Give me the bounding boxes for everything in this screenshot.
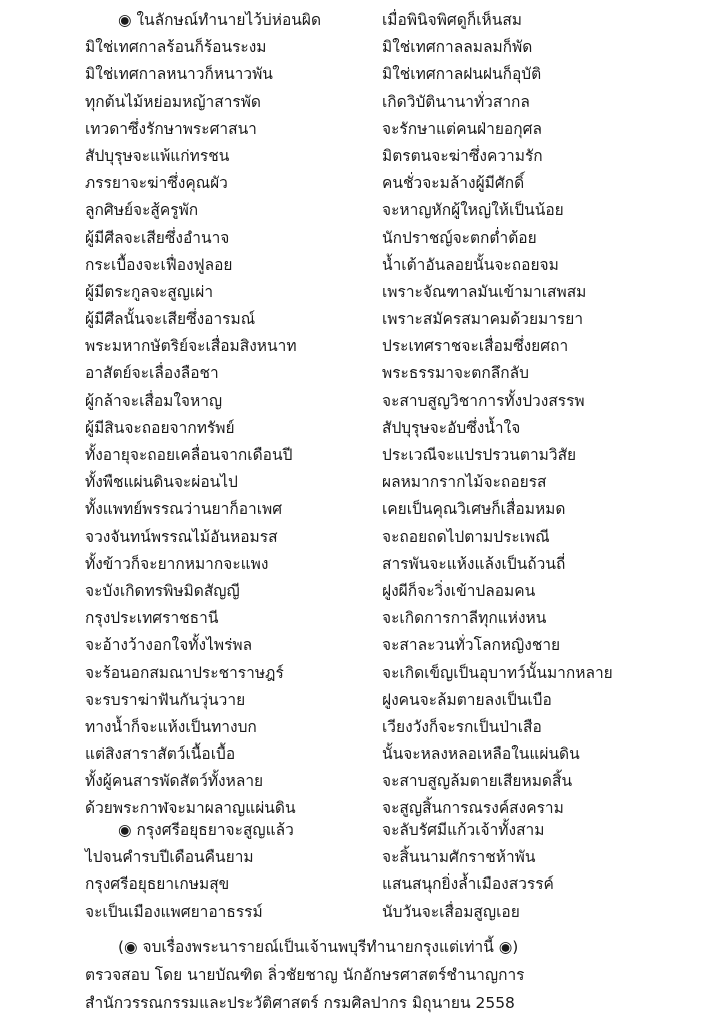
- verse-first-half: ลูกศิษย์จะสู้ครูพัก: [85, 201, 199, 220]
- verse-line: [0, 252, 720, 279]
- verse-line: [0, 225, 720, 252]
- verse-second-half: จะเกิดเข็ญเป็นอุบาทว์นั้นมากหลาย: [382, 663, 613, 682]
- verse-line: [0, 333, 720, 360]
- verse-second-half: จะสิ้นนามศักราชห้าพัน: [382, 848, 536, 867]
- verse-second-half: ประเทศราชจะเสื่อมซึ่งยศถา: [382, 337, 569, 356]
- verse-line: [0, 714, 720, 741]
- verse-line: [0, 844, 720, 871]
- verse-line: [0, 116, 720, 143]
- verse-first-half: กระเบื้องจะเฟื่องฟูลอย: [85, 255, 233, 274]
- verse-second-half: นับวันจะเสื่อมสูญเอย: [382, 902, 520, 921]
- verse-second-half: เคยเป็นคุณวิเศษก็เสื่อมหมด: [382, 500, 566, 519]
- verse-line: [0, 306, 720, 333]
- verse-line: [0, 7, 720, 34]
- verse-line: [0, 143, 720, 170]
- verse-first-half: กรุงประเทศราชธานี: [85, 609, 219, 628]
- verse-first-half: ไปจนคำรบปีเดือนคืนยาม: [85, 848, 254, 867]
- verse-first-half: จะอ้างว้างอกใจทั้งไพร่พล: [85, 636, 253, 655]
- verse-line: [0, 496, 720, 523]
- verse-first-half: ทั้งผู้คนสารพัดสัตว์ทั้งหลาย: [85, 772, 264, 791]
- verse-first-half: ทั้งแพทย์พรรณว่านยาก็อาเพศ: [85, 500, 283, 519]
- verse-second-half: จะเกิดการกาลีทุกแห่งหน: [382, 609, 547, 628]
- verse-first-half: ด้วยพระกาฬจะมาผลาญแผ่นดิน: [85, 799, 296, 818]
- verse-first-half: จวงจันทน์พรรณไม้อันหอมรส: [85, 527, 278, 546]
- verse-line: [0, 442, 720, 469]
- verse-first-half: เทวดาซึ่งรักษาพระศาสนา: [85, 119, 257, 138]
- verse-first-half: อาสัตย์จะเลื่องลือชา: [85, 364, 219, 383]
- verse-line: [0, 817, 720, 844]
- verse-second-half: เพราะจัณฑาลมันเข้ามาเสพสม: [382, 282, 587, 301]
- verse-line: [0, 89, 720, 116]
- verse-line: [0, 605, 720, 632]
- verse-second-half: เพราะสมัครสมาคมด้วยมารยา: [382, 310, 584, 329]
- verse-second-half: จะหาญหักผู้ใหญ่ให้เป็นน้อย: [382, 201, 564, 220]
- footer-office-date: สำนักวรรณกรรมและประวัติศาสตร์ กรมศิลปากร มิถุนายน 2558: [85, 994, 515, 1012]
- verse-line: [0, 170, 720, 197]
- verse-line: [0, 899, 720, 926]
- verse-first-half: จะร้อนอกสมณาประชาราษฎร์: [85, 663, 284, 682]
- verse-first-half: ผู้มีตระกูลจะสูญเผ่า: [85, 282, 214, 301]
- verse-second-half: นั้นจะหลงหลอเหลือในแผ่นดิน: [382, 745, 580, 764]
- verse-line: [0, 632, 720, 659]
- verse-line: [0, 578, 720, 605]
- verse-second-half: ผลหมากรากไม้จะถอยรส: [382, 473, 547, 492]
- verse-first-half: ทั้งพืชแผ่นดินจะผ่อนไป: [85, 473, 238, 492]
- verse-second-half: เวียงวังก็จะรกเป็นป่าเสือ: [382, 717, 542, 736]
- verse-first-half: มิใช่เทศกาลร้อนก็ร้อนระงม: [85, 38, 267, 57]
- poem-section-ayutthaya: [0, 817, 720, 926]
- verse-first-half: ทุกต้นไม้หย่อมหญ้าสารพัด: [85, 92, 262, 111]
- verse-first-half: จะรบราฆ่าฟันกันวุ่นวาย: [85, 690, 246, 709]
- verse-first-half: ทางน้ำก็จะแห้งเป็นทางบก: [85, 717, 257, 736]
- verse-line: [0, 197, 720, 224]
- verse-line: [0, 415, 720, 442]
- verse-first-half: ทั้งข้าวก็จะยากหมากจะแพง: [85, 554, 269, 573]
- verse-first-half: ผู้มีศีลนั้นจะเสียซึ่งอารมณ์: [85, 310, 256, 329]
- verse-line: [0, 687, 720, 714]
- verse-line: [0, 360, 720, 387]
- verse-line: [0, 279, 720, 306]
- verse-second-half: จะลับรัศมีแก้วเจ้าทั้งสาม: [382, 821, 545, 839]
- verse-second-half: ประเวณีจะแปรปรวนตามวิสัย: [382, 446, 577, 464]
- verse-second-half: คนชั่วจะมล้างผู้มีศักดิ์: [382, 174, 525, 193]
- verse-second-half: จะสาบสูญวิชาการทั้งปวงสรรพ: [382, 391, 585, 410]
- verse-second-half: มิตรตนจะฆ่าซึ่งความรัก: [382, 146, 543, 165]
- verse-second-half: นักปราชญ์จะตกต่ำต้อย: [382, 228, 537, 247]
- verse-line: [0, 469, 720, 496]
- verse-line: [0, 871, 720, 898]
- verse-second-half: แสนสนุกยิ่งล้ำเมืองสวรรค์: [382, 875, 554, 894]
- verse-second-half: จะสูญสิ้นการณรงค์สงคราม: [382, 799, 564, 818]
- verse-line: [0, 768, 720, 795]
- verse-line: [0, 660, 720, 687]
- footer-ending-note: (◉ จบเรื่องพระนารายณ์เป็นเจ้านพบุรีทำนายกรุงแต่เท่านี้ ◉): [118, 938, 519, 956]
- verse-second-half: น้ำเต้าอันลอยนั้นจะถอยจม: [382, 255, 559, 274]
- poem-section-prophecy: [0, 7, 720, 823]
- verse-second-half: สัปบุรุษจะอับซึ่งน้ำใจ: [382, 418, 521, 437]
- verse-second-half: จะรักษาแต่คนฝ่ายอกุศล: [382, 119, 542, 138]
- verse-line: [0, 34, 720, 61]
- verse-line: [0, 741, 720, 768]
- verse-first-half: ◉ กรุงศรีอยุธยาจะสูญแล้ว: [118, 821, 294, 839]
- verse-second-half: จะสาละวนทั่วโลกหญิงชาย: [382, 636, 561, 655]
- verse-second-half: ฝูงคนจะล้มตายลงเป็นเบือ: [382, 690, 552, 709]
- verse-second-half: เกิดวิบัตินานาทั่วสากล: [382, 92, 530, 111]
- verse-second-half: พระธรรมาจะตกลึกลับ: [382, 364, 529, 383]
- verse-second-half: มิใช่เทศกาลฝนฝนก็อุบัติ: [382, 65, 542, 84]
- verse-first-half: ◉ ในลักษณ์ทำนายไว้บ่ห่อนผิด: [118, 11, 322, 29]
- verse-second-half: สารพันจะแห้งแล้งเป็นถ้วนถี่: [382, 554, 566, 573]
- verse-first-half: ผู้กล้าจะเสื่อมใจหาญ: [85, 391, 223, 410]
- verse-first-half: กรุงศรีอยุธยาเกษมสุข: [85, 875, 230, 894]
- footer-reviewer: ตรวจสอบ โดย นายบัณฑิต ลิ่วชัยชาญ นักอักษรศาสตร์ชำนาญการ: [85, 966, 525, 984]
- verse-first-half: แต่สิงสาราสัตว์เนื้อเบื้อ: [85, 745, 236, 764]
- verse-first-half: พระมหากษัตริย์จะเสื่อมสิงหนาท: [85, 337, 297, 356]
- verse-line: [0, 524, 720, 551]
- verse-first-half: ผู้มีศีลจะเสียซึ่งอำนาจ: [85, 228, 230, 247]
- verse-line: [0, 388, 720, 415]
- verse-first-half: มิใช่เทศกาลหนาวก็หนาวพัน: [85, 65, 273, 84]
- verse-second-half: จะถอยถดไปตามประเพณี: [382, 527, 550, 546]
- verse-second-half: มิใช่เทศกาลลมลมก็พัด: [382, 38, 533, 57]
- verse-first-half: จะบังเกิดทรพิษมิดสัญญี: [85, 581, 240, 600]
- verse-first-half: ภรรยาจะฆ่าซึ่งคุณผัว: [85, 174, 228, 193]
- verse-second-half: เมื่อพินิจพิศดูก็เห็นสม: [382, 11, 523, 29]
- verse-first-half: ทั้งอายุจะถอยเคลื่อนจากเดือนปี: [85, 446, 293, 464]
- verse-line: [0, 61, 720, 88]
- verse-first-half: ผู้มีสินจะถอยจากทรัพย์: [85, 418, 235, 437]
- verse-second-half: จะสาบสูญล้มตายเสียหมดสิ้น: [382, 772, 573, 791]
- verse-first-half: จะเป็นเมืองแพศยาอาธรรม์: [85, 902, 263, 921]
- verse-line: [0, 551, 720, 578]
- verse-first-half: สัปบุรุษจะแพ้แก่ทรชน: [85, 146, 230, 165]
- verse-second-half: ฝูงผีก็จะวิ่งเข้าปลอมคน: [382, 581, 536, 600]
